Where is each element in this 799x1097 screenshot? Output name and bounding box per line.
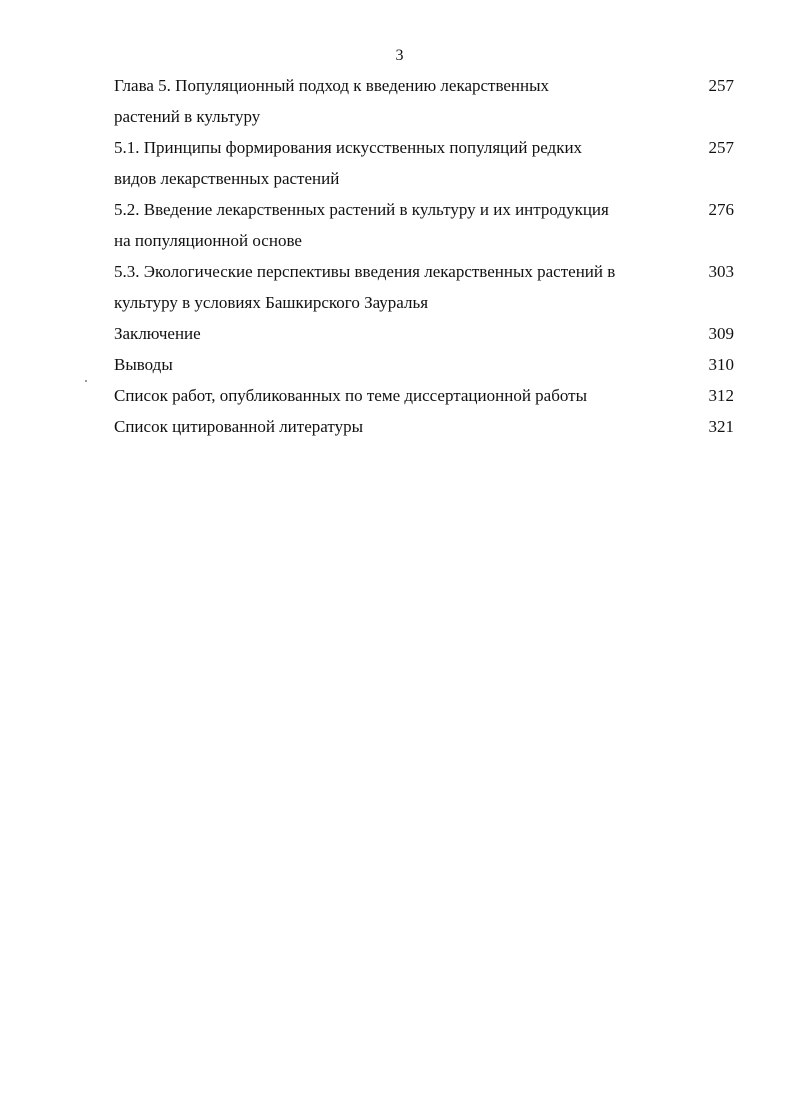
- toc-entry-page: 257: [708, 138, 734, 157]
- toc-entry-section-5-3: [114, 256, 734, 318]
- scan-speck: [85, 380, 87, 382]
- toc-entry-references: [114, 411, 734, 442]
- toc-entry-page: 309: [708, 324, 734, 343]
- toc-entry-title: 5.3. Экологические перспективы введения лекарственных растений в культуру в условиях Башкирского Зауралья: [114, 262, 616, 312]
- toc-entry-page: 310: [708, 355, 734, 374]
- toc-entry-page: 257: [708, 76, 734, 95]
- toc-entry-title: 5.1. Принципы формирования искусственных популяций редких видов лекарственных растений: [114, 138, 583, 188]
- toc-entry-section-5-2: [114, 194, 734, 256]
- toc-entry-chapter-5: [114, 70, 734, 132]
- toc-entry-title: Выводы: [114, 355, 173, 374]
- toc-entry-publications: [114, 380, 734, 411]
- toc-entry-title: Заключение: [114, 324, 201, 343]
- toc-entry-findings: [114, 349, 734, 380]
- toc-entry-title: 5.2. Введение лекарственных растений в культуру и их интродукция на популяционной основе: [114, 200, 609, 250]
- toc-entry-title: Список цитированной литературы: [114, 417, 363, 436]
- toc-entry-conclusion: [114, 318, 734, 349]
- toc-entry-title: Глава 5. Популяционный подход к введению лекарственных растений в культуру: [114, 76, 550, 126]
- toc-entry-title: Список работ, опубликованных по теме диссертационной работы: [114, 386, 587, 405]
- page-number: 3: [395, 47, 404, 64]
- toc-entry-page: 312: [708, 386, 734, 405]
- toc-entry-page: 276: [708, 200, 734, 219]
- toc-entry-section-5-1: [114, 132, 734, 194]
- toc-entry-page: 321: [708, 417, 734, 436]
- toc-entry-page: 303: [708, 262, 734, 281]
- table-of-contents: [114, 70, 734, 442]
